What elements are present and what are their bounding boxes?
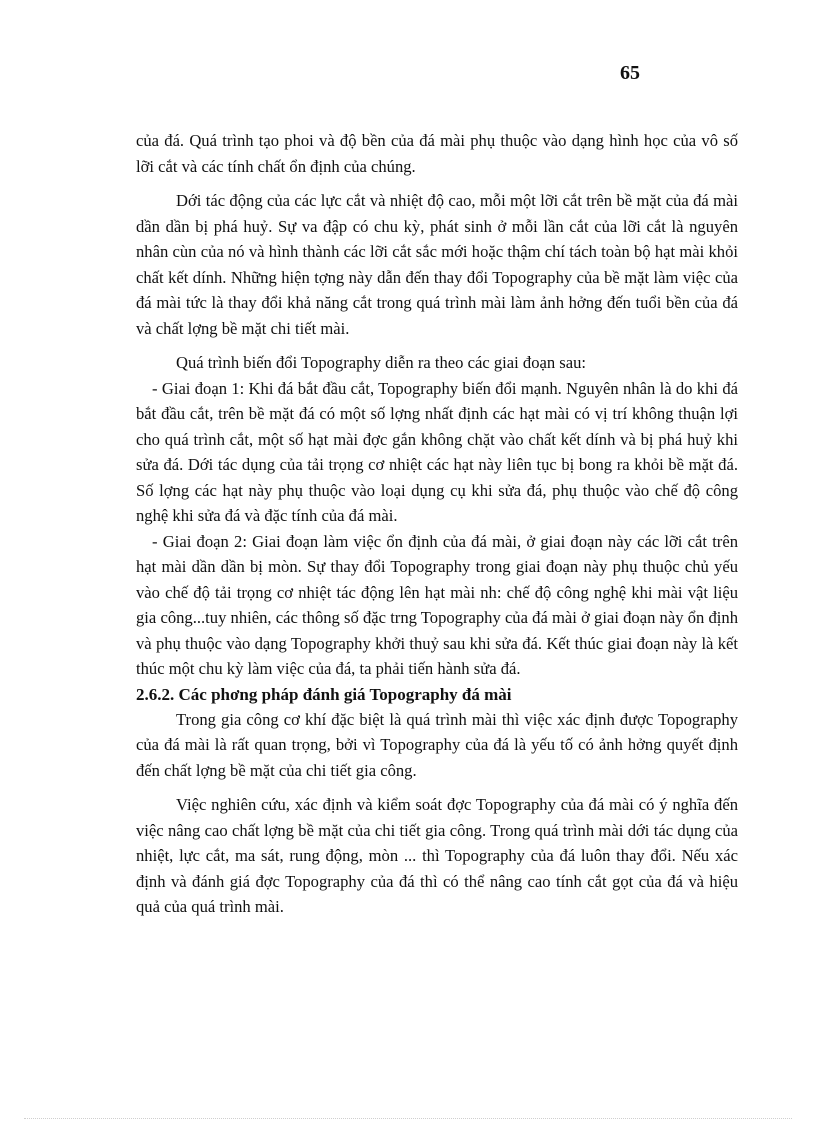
footer-divider bbox=[24, 1118, 792, 1119]
paragraph: - Giai đoạn 2: Giai đoạn làm việc ổn định của đá mài, ở giai đoạn này các lỡi cắt trên hạt mài dần dần bị mòn. Sự thay đổi Topography trong giai đoạn này phụ thuộc chủ yếu vào chế độ tải trọng cơ nhiệt tác động lên hạt mài nh: chế độ công nghệ khi mài vật liệu gia công...tuy nhiên, các thông số đặc trng Topography của đá mài ở giai đoạn này ổn định và phụ thuộc vào dạng Topography khởi thuỷ sau khi sửa đá. Kết thúc giai đoạn này là kết thúc một chu kỳ làm việc của đá, ta phải tiến hành sửa đá. bbox=[136, 531, 738, 678]
paragraph: Dới tác động của các lực cắt và nhiệt độ cao, mỗi một lỡi cắt trên bề mặt của đá mài dần dần bị phá huỷ. Sự va đập có chu kỳ, phát sinh ở mỗi lần cắt của lỡi cắt là nguyên nhân cùn của nó và hình thành các lỡi cắt sắc mới hoặc thậm chí tách toàn bộ hạt mài khỏi chất kết dính. Những hiện tợng này dẫn đến thay đổi Topography của bề mặt làm việc của đá mài tức là thay đổi khả năng cắt trong quá trình mài làm ảnh hởng đến tuổi bền của đá và chất lợng bề mặt chi tiết mài. bbox=[136, 191, 738, 338]
document-body bbox=[136, 128, 738, 920]
paragraph: - Giai đoạn 1: Khi đá bắt đầu cắt, Topography biến đổi mạnh. Nguyên nhân là do khi đá bắt đầu cắt, trên bề mặt đá có một số lợng nhất định các hạt mài có vị trí không thuận lợi cho quá trình cắt, một số hạt mài đợc gắn không chặt vào chất kết dính và bị phá huỷ khi sửa đá. Dới tác dụng của tải trọng cơ nhiệt các hạt này liên tục bị bong ra khỏi bề mặt đá. Số lợng các hạt này phụ thuộc vào loại dụng cụ khi sửa đá, phụ thuộc vào chế độ công nghệ khi sửa đá và đặc tính của đá mài. bbox=[136, 378, 738, 525]
paragraph: Việc nghiên cứu, xác định và kiểm soát đợc Topography của đá mài có ý nghĩa đến việc nâng cao chất lợng bề mặt của chi tiết gia công. Trong quá trình mài dới tác dụng của nhiệt, lực cắt, ma sát, rung động, mòn ... thì Topography của đá luôn thay đổi. Nếu xác định và đánh giá đợc Topography của đá thì có thể nâng cao tính cắt gọt của đá và hiệu quả của quá trình mài. bbox=[136, 795, 738, 916]
paragraph: Quá trình biến đổi Topography diễn ra theo các giai đoạn sau: bbox=[176, 353, 587, 372]
section-heading: 2.6.2. Các phơng pháp đánh giá Topography đá mài bbox=[136, 684, 512, 704]
paragraph: của đá. Quá trình tạo phoi và độ bền của đá mài phụ thuộc vào dạng hình học của vô số lỡi cắt và các tính chất ổn định của chúng. bbox=[136, 131, 738, 176]
page-number: 65 bbox=[620, 62, 640, 84]
paragraph: Trong gia công cơ khí đặc biệt là quá trình mài thì việc xác định được Topography của đá mài là rất quan trọng, bởi vì Topography của đá là yếu tố có ảnh hởng quyết định đến chất lợng bề mặt của chi tiết gia công. bbox=[136, 709, 738, 780]
